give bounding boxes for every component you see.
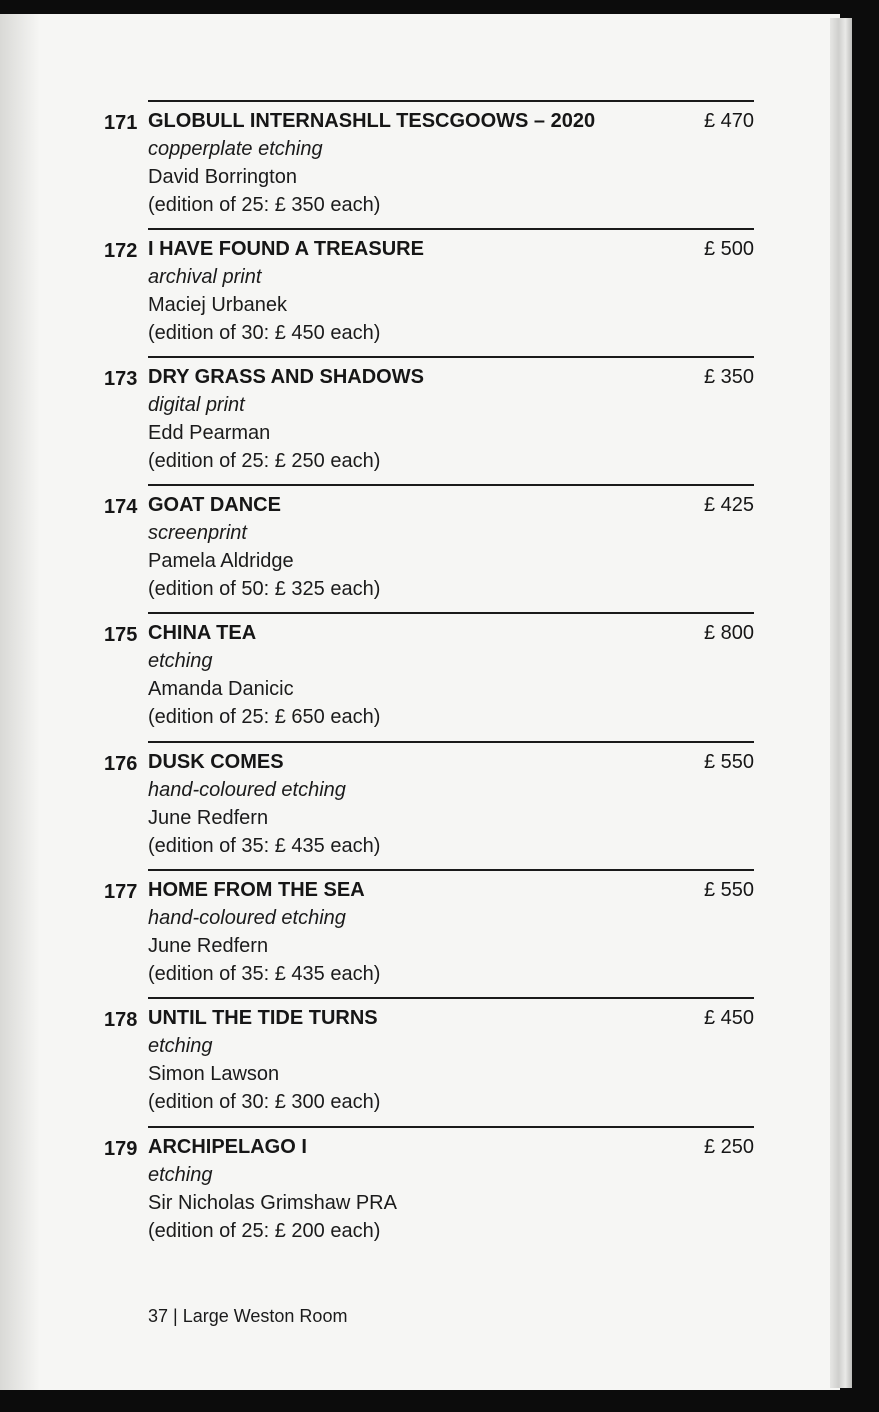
entry-edition: (edition of 30: £ 450 each) xyxy=(148,322,381,344)
entry-price: £ 450 xyxy=(703,1007,754,1029)
entry-price: £ 800 xyxy=(703,622,754,644)
entry-price: £ 550 xyxy=(703,751,754,773)
entry-number: 179 xyxy=(104,1138,138,1160)
entry-title: GOAT DANCE xyxy=(148,494,281,516)
entry-medium: etching xyxy=(148,1035,213,1057)
page-edge xyxy=(830,18,852,1388)
entry-divider xyxy=(148,356,754,358)
entry-number: 178 xyxy=(104,1009,138,1031)
entry-artist: David Borrington xyxy=(148,166,297,188)
catalogue-entry xyxy=(104,228,754,356)
entry-number: 171 xyxy=(104,112,138,134)
catalogue-entry xyxy=(104,356,754,484)
entry-medium: digital print xyxy=(148,394,245,416)
entry-price: £ 425 xyxy=(703,494,754,516)
catalogue-entry xyxy=(104,741,754,869)
catalogue-entry xyxy=(104,484,754,612)
entry-price: £ 470 xyxy=(703,110,754,132)
entry-title: GLOBULL INTERNASHLL TESCGOOWS – 2020 xyxy=(148,110,596,132)
entry-artist: Amanda Danicic xyxy=(148,678,294,700)
entry-divider xyxy=(148,228,754,230)
catalogue-entry xyxy=(104,997,754,1125)
entry-divider xyxy=(148,869,754,871)
entry-medium: screenprint xyxy=(148,522,247,544)
entry-edition: (edition of 25: £ 200 each) xyxy=(148,1220,381,1242)
entry-number: 176 xyxy=(104,753,138,775)
entry-artist: Pamela Aldridge xyxy=(148,550,294,572)
page-footer: 37 | Large Weston Room xyxy=(148,1306,348,1326)
entry-edition: (edition of 35: £ 435 each) xyxy=(148,963,381,985)
entry-medium: hand-coloured etching xyxy=(148,779,346,801)
entry-number: 172 xyxy=(104,240,138,262)
catalogue-entry xyxy=(104,1126,754,1254)
entry-artist: Edd Pearman xyxy=(148,422,271,444)
catalogue-entry xyxy=(104,869,754,997)
catalogue-entry xyxy=(104,612,754,740)
entry-edition: (edition of 25: £ 350 each) xyxy=(148,194,381,216)
entry-title: UNTIL THE TIDE TURNS xyxy=(148,1007,378,1029)
entry-artist: Simon Lawson xyxy=(148,1063,280,1085)
catalogue-entry xyxy=(104,100,754,228)
entry-number: 177 xyxy=(104,881,138,903)
entry-title: I HAVE FOUND A TREASURE xyxy=(148,238,424,260)
entry-number: 174 xyxy=(104,496,138,518)
entry-price: £ 550 xyxy=(703,879,754,901)
entry-divider xyxy=(148,100,754,102)
entry-divider xyxy=(148,1126,754,1128)
entry-artist: Maciej Urbanek xyxy=(148,294,287,316)
entry-artist: June Redfern xyxy=(148,807,269,829)
entry-medium: archival print xyxy=(148,266,262,288)
entry-title: ARCHIPELAGO I xyxy=(148,1136,307,1158)
entry-number: 173 xyxy=(104,368,138,390)
entry-medium: etching xyxy=(148,1164,213,1186)
entry-edition: (edition of 25: £ 650 each) xyxy=(148,706,381,728)
entry-medium: etching xyxy=(148,650,213,672)
entry-edition: (edition of 35: £ 435 each) xyxy=(148,835,381,857)
entry-title: DRY GRASS AND SHADOWS xyxy=(148,366,424,388)
entry-divider xyxy=(148,612,754,614)
entry-title: HOME FROM THE SEA xyxy=(148,879,365,901)
entry-divider xyxy=(148,997,754,999)
entry-edition: (edition of 30: £ 300 each) xyxy=(148,1091,381,1113)
entry-medium: hand-coloured etching xyxy=(148,907,346,929)
entry-number: 175 xyxy=(104,624,138,646)
entry-price: £ 250 xyxy=(703,1136,754,1158)
entry-edition: (edition of 25: £ 250 each) xyxy=(148,450,381,472)
entry-divider xyxy=(148,484,754,486)
entry-price: £ 500 xyxy=(703,238,754,260)
entry-title: DUSK COMES xyxy=(148,751,284,773)
page-gutter-shadow xyxy=(0,14,40,1390)
entry-artist: Sir Nicholas Grimshaw PRA xyxy=(148,1192,397,1214)
entry-medium: copperplate etching xyxy=(148,138,323,160)
entry-edition: (edition of 50: £ 325 each) xyxy=(148,578,381,600)
entry-price: £ 350 xyxy=(703,366,754,388)
entry-artist: June Redfern xyxy=(148,935,269,957)
entry-divider xyxy=(148,741,754,743)
entry-title: CHINA TEA xyxy=(148,622,257,644)
